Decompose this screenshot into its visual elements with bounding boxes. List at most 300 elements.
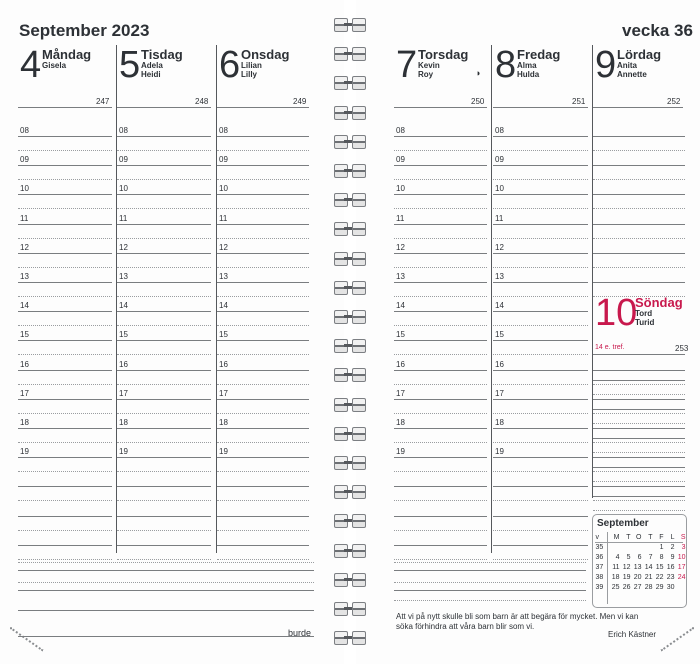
- hour-rule[interactable]: [18, 340, 112, 341]
- half-hour-rule[interactable]: [394, 325, 487, 326]
- hour-rule[interactable]: [217, 224, 309, 225]
- hour-rule[interactable]: [394, 399, 487, 400]
- half-hour-rule[interactable]: [117, 325, 211, 326]
- half-hour-rule[interactable]: [493, 413, 588, 414]
- saturday-dotted-rule[interactable]: [593, 238, 685, 239]
- spiral-ring: [334, 281, 366, 295]
- quote-line-1: Att vi på nytt skulle bli som barn är att begära för mycket. Men vi kan: [396, 612, 639, 621]
- mini-calendar-date[interactable]: [642, 542, 653, 552]
- mini-calendar-date[interactable]: 21: [644, 573, 653, 581]
- note-dotted-rule[interactable]: [394, 559, 487, 560]
- note-rule[interactable]: [493, 486, 588, 487]
- sunday-note-rule[interactable]: [593, 438, 685, 439]
- mini-calendar-date[interactable]: 19: [622, 573, 631, 581]
- mini-calendar-date[interactable]: 24: [677, 573, 686, 581]
- half-hour-rule[interactable]: [18, 296, 112, 297]
- day-number: 8: [495, 44, 517, 86]
- mini-calendar-week-row: [595, 552, 686, 562]
- quote-author: Erich Kästner: [608, 630, 657, 639]
- saturday-rule[interactable]: [593, 399, 685, 400]
- half-hour-rule[interactable]: [493, 354, 588, 355]
- note-rule[interactable]: [394, 545, 487, 546]
- half-hour-rule[interactable]: [217, 296, 309, 297]
- note-dotted-rule[interactable]: [117, 530, 211, 531]
- mini-calendar-date[interactable]: 27: [633, 583, 642, 591]
- mini-calendar-date[interactable]: 28: [644, 583, 653, 591]
- note-rule[interactable]: [217, 545, 309, 546]
- mini-calendar-date[interactable]: 10: [677, 553, 686, 561]
- saturday-rule[interactable]: [593, 486, 685, 487]
- hour-rule[interactable]: [18, 428, 112, 429]
- ring-right-loop: [352, 631, 366, 645]
- hour-rule[interactable]: [493, 370, 588, 371]
- half-hour-rule[interactable]: [117, 354, 211, 355]
- saturday-rule[interactable]: [593, 165, 685, 166]
- half-hour-rule[interactable]: [117, 384, 211, 385]
- note-dotted-rule[interactable]: [493, 559, 588, 560]
- saturday-rule[interactable]: [593, 253, 685, 254]
- hour-label: 13: [20, 272, 29, 281]
- note-dotted-rule[interactable]: [217, 500, 309, 501]
- mini-calendar-date[interactable]: 14: [644, 563, 653, 571]
- saturday-dotted-rule[interactable]: [593, 179, 685, 180]
- saturday-dotted-rule[interactable]: [593, 471, 685, 472]
- right-footer-rule[interactable]: [394, 590, 586, 591]
- mini-calendar-date[interactable]: 9: [670, 553, 675, 561]
- saturday-dotted-rule[interactable]: [593, 500, 685, 501]
- mini-calendar-weekday: S: [680, 533, 686, 541]
- half-hour-rule[interactable]: [18, 325, 112, 326]
- half-hour-rule[interactable]: [18, 208, 112, 209]
- hour-rule[interactable]: [217, 282, 309, 283]
- half-hour-rule[interactable]: [493, 442, 588, 443]
- half-hour-rule[interactable]: [493, 471, 588, 472]
- note-rule[interactable]: [117, 545, 211, 546]
- mini-calendar-date[interactable]: 12: [622, 563, 631, 571]
- sunday-note-rule[interactable]: [593, 467, 685, 468]
- half-hour-rule[interactable]: [493, 150, 588, 151]
- mini-calendar-week-number: 37: [595, 563, 604, 571]
- note-rule[interactable]: [493, 545, 588, 546]
- day-number: 4: [20, 44, 42, 86]
- saturday-dotted-rule[interactable]: [593, 384, 685, 385]
- half-hour-rule[interactable]: [117, 296, 211, 297]
- mini-calendar-date[interactable]: 11: [612, 563, 620, 571]
- ring-right-loop: [352, 427, 366, 441]
- half-hour-rule[interactable]: [117, 208, 211, 209]
- saturday-rule[interactable]: [593, 370, 685, 371]
- mini-calendar-date[interactable]: 30: [666, 583, 675, 591]
- spiral-ring: [334, 339, 366, 353]
- spiral-ring: [334, 485, 366, 499]
- note-rule[interactable]: [117, 516, 211, 517]
- mini-calendar-date[interactable]: [631, 542, 642, 552]
- half-hour-rule[interactable]: [493, 179, 588, 180]
- half-hour-rule[interactable]: [217, 179, 309, 180]
- hour-rule[interactable]: [117, 399, 211, 400]
- hour-rule[interactable]: [18, 165, 112, 166]
- hour-rule[interactable]: [493, 224, 588, 225]
- sunday-note-rule[interactable]: [593, 409, 685, 410]
- note-rule[interactable]: [117, 486, 211, 487]
- day-number: 9: [595, 44, 617, 86]
- half-hour-rule[interactable]: [394, 208, 487, 209]
- hour-label: 15: [495, 330, 504, 340]
- hour-label: 19: [396, 447, 405, 457]
- mini-calendar-date[interactable]: 29: [655, 583, 664, 591]
- hour-rule[interactable]: [217, 370, 309, 371]
- hour-rule[interactable]: [394, 136, 487, 137]
- half-hour-rule[interactable]: [217, 325, 309, 326]
- half-hour-rule[interactable]: [217, 413, 309, 414]
- note-dotted-rule[interactable]: [18, 559, 112, 560]
- half-hour-rule[interactable]: [217, 471, 309, 472]
- mini-calendar-date[interactable]: [620, 542, 631, 552]
- half-hour-rule[interactable]: [18, 354, 112, 355]
- hour-rule[interactable]: [493, 399, 588, 400]
- half-hour-rule[interactable]: [394, 354, 487, 355]
- half-hour-rule[interactable]: [117, 471, 211, 472]
- note-rule[interactable]: [217, 516, 309, 517]
- hour-rule[interactable]: [217, 457, 309, 458]
- hour-label: 11: [495, 213, 504, 223]
- mini-calendar-date[interactable]: 8: [659, 553, 664, 561]
- ring-right-loop: [352, 602, 366, 616]
- note-dotted-rule[interactable]: [217, 559, 309, 560]
- ring-right-loop: [352, 281, 366, 295]
- half-hour-rule[interactable]: [18, 238, 112, 239]
- mini-calendar-date[interactable]: 5: [626, 553, 631, 561]
- hour-rule[interactable]: [394, 165, 487, 166]
- saturday-rule[interactable]: [593, 136, 685, 137]
- mini-calendar-date[interactable]: 4: [615, 553, 620, 561]
- half-hour-rule[interactable]: [117, 442, 211, 443]
- hour-rule[interactable]: [18, 136, 112, 137]
- right-footer-dotted-rule[interactable]: [394, 600, 586, 601]
- hour-rule[interactable]: [394, 311, 487, 312]
- hour-rule[interactable]: [117, 224, 211, 225]
- hour-label: 12: [20, 242, 29, 252]
- half-hour-rule[interactable]: [117, 179, 211, 180]
- hour-label: 17: [119, 388, 128, 398]
- hour-rule[interactable]: [217, 253, 309, 254]
- mini-calendar-date[interactable]: [609, 542, 620, 552]
- sunday-day-of-year: 253: [675, 344, 689, 353]
- hour-rule[interactable]: [493, 311, 588, 312]
- day-number: 5: [119, 44, 141, 86]
- note-dotted-rule[interactable]: [117, 559, 211, 560]
- spiral-ring: [334, 106, 366, 120]
- hour-rule[interactable]: [394, 428, 487, 429]
- half-hour-rule[interactable]: [394, 267, 487, 268]
- nameday-2: Heidi: [141, 70, 161, 79]
- half-hour-rule[interactable]: [394, 150, 487, 151]
- day-header-rule: [18, 107, 112, 108]
- mini-calendar-date[interactable]: 25: [611, 583, 620, 591]
- hour-rule[interactable]: [18, 194, 112, 195]
- half-hour-rule[interactable]: [493, 238, 588, 239]
- mini-calendar-week-row: [595, 542, 686, 552]
- hour-rule[interactable]: [217, 399, 309, 400]
- hour-rule[interactable]: [117, 311, 211, 312]
- hour-rule[interactable]: [18, 370, 112, 371]
- note-rule[interactable]: [394, 486, 487, 487]
- mini-calendar-week-number: 36: [595, 553, 604, 561]
- hour-rule[interactable]: [117, 165, 211, 166]
- week-title: vecka 36: [622, 21, 693, 40]
- nameday-1: Adela: [141, 61, 163, 70]
- footer-rule[interactable]: [18, 590, 314, 591]
- hour-label: 08: [396, 126, 405, 135]
- note-dotted-rule[interactable]: [394, 500, 487, 501]
- half-hour-rule[interactable]: [18, 384, 112, 385]
- mini-calendar-date[interactable]: 18: [611, 573, 620, 581]
- half-hour-rule[interactable]: [493, 267, 588, 268]
- spiral-ring: [334, 573, 366, 587]
- note-dotted-rule[interactable]: [493, 530, 588, 531]
- hour-label: 11: [119, 213, 128, 223]
- column-divider: [116, 45, 117, 553]
- spiral-ring: [334, 47, 366, 61]
- hour-label: 08: [20, 126, 29, 135]
- hour-rule[interactable]: [117, 428, 211, 429]
- hour-rule[interactable]: [493, 457, 588, 458]
- hour-label: 12: [119, 242, 128, 252]
- note-rule[interactable]: [18, 486, 112, 487]
- half-hour-rule[interactable]: [493, 384, 588, 385]
- mini-calendar-date[interactable]: 23: [666, 573, 675, 581]
- note-dotted-rule[interactable]: [117, 500, 211, 501]
- half-hour-rule[interactable]: [18, 179, 112, 180]
- mini-calendar-weekday: F: [659, 533, 664, 541]
- hour-rule[interactable]: [18, 253, 112, 254]
- mini-calendar-date[interactable]: 20: [633, 573, 642, 581]
- footer-dotted-rule[interactable]: [18, 562, 314, 563]
- half-hour-rule[interactable]: [18, 442, 112, 443]
- hour-label: 09: [119, 155, 128, 165]
- spiral-ring: [334, 222, 366, 236]
- hour-label: 14: [396, 301, 405, 311]
- sunday-note-dotted-rule[interactable]: [593, 481, 685, 482]
- footer-rule[interactable]: [18, 570, 314, 571]
- note-rule[interactable]: [493, 516, 588, 517]
- half-hour-rule[interactable]: [18, 413, 112, 414]
- sunday-note-dotted-rule[interactable]: [593, 510, 685, 511]
- note-rule[interactable]: [394, 516, 487, 517]
- sunday-note-dotted-rule[interactable]: [593, 394, 685, 395]
- nameday-2: Roy: [418, 70, 434, 79]
- hour-rule[interactable]: [493, 428, 588, 429]
- hour-rule[interactable]: [217, 340, 309, 341]
- mini-calendar-week-number: 39: [595, 583, 604, 591]
- note-dotted-rule[interactable]: [18, 530, 112, 531]
- hour-rule[interactable]: [493, 340, 588, 341]
- day-name: Onsdag: [241, 47, 290, 62]
- hour-rule[interactable]: [493, 194, 588, 195]
- half-hour-rule[interactable]: [394, 442, 487, 443]
- day-name: Tisdag: [141, 47, 183, 62]
- spiral-ring: [334, 368, 366, 382]
- note-rule[interactable]: [18, 516, 112, 517]
- sunday-note-dotted-rule[interactable]: [593, 452, 685, 453]
- mini-calendar-week-row: [595, 582, 686, 592]
- note-dotted-rule[interactable]: [394, 530, 487, 531]
- hour-rule[interactable]: [117, 194, 211, 195]
- right-footer-dotted-rule[interactable]: [394, 562, 586, 563]
- saturday-rule[interactable]: [593, 457, 685, 458]
- hour-rule[interactable]: [493, 136, 588, 137]
- half-hour-rule[interactable]: [394, 384, 487, 385]
- right-footer-rule[interactable]: [394, 570, 586, 571]
- nameday-1: Anita: [617, 61, 637, 70]
- saturday-rule[interactable]: [593, 194, 685, 195]
- hour-rule[interactable]: [117, 340, 211, 341]
- sunday-note-rule[interactable]: [593, 496, 685, 497]
- hour-rule[interactable]: [117, 136, 211, 137]
- half-hour-rule[interactable]: [18, 267, 112, 268]
- half-hour-rule[interactable]: [217, 238, 309, 239]
- hour-rule[interactable]: [117, 370, 211, 371]
- half-hour-rule[interactable]: [117, 413, 211, 414]
- hour-rule[interactable]: [493, 165, 588, 166]
- half-hour-rule[interactable]: [493, 325, 588, 326]
- day-of-year: 250: [471, 97, 485, 106]
- ring-right-loop: [352, 222, 366, 236]
- hour-label: 11: [219, 213, 228, 223]
- hour-rule[interactable]: [217, 165, 309, 166]
- hour-label: 14: [20, 301, 29, 311]
- half-hour-rule[interactable]: [493, 296, 588, 297]
- sunday-rule: [593, 354, 685, 355]
- hour-label: 16: [396, 359, 405, 369]
- hour-rule[interactable]: [394, 370, 487, 371]
- day-name: Torsdag: [418, 47, 469, 62]
- half-hour-rule[interactable]: [217, 384, 309, 385]
- ring-right-loop: [352, 252, 366, 266]
- half-hour-rule[interactable]: [18, 471, 112, 472]
- saturday-dotted-rule[interactable]: [593, 413, 685, 414]
- half-hour-rule[interactable]: [394, 413, 487, 414]
- sunday-nameday-2: Turid: [635, 318, 655, 327]
- saturday-dotted-rule[interactable]: [593, 208, 685, 209]
- hour-rule[interactable]: [493, 282, 588, 283]
- mini-calendar-date[interactable]: 1: [659, 543, 664, 551]
- half-hour-rule[interactable]: [493, 208, 588, 209]
- mini-calendar-date[interactable]: 2: [670, 543, 675, 551]
- saturday-rule[interactable]: [593, 282, 685, 283]
- half-hour-rule[interactable]: [394, 296, 487, 297]
- saturday-dotted-rule[interactable]: [593, 442, 685, 443]
- hour-label: 18: [396, 418, 405, 427]
- saturday-rule[interactable]: [593, 428, 685, 429]
- half-hour-rule[interactable]: [217, 442, 309, 443]
- mini-calendar-date[interactable]: 7: [648, 553, 653, 561]
- saturday-rule[interactable]: [593, 224, 685, 225]
- note-dotted-rule[interactable]: [493, 500, 588, 501]
- hour-rule[interactable]: [394, 194, 487, 195]
- hour-rule[interactable]: [18, 457, 112, 458]
- half-hour-rule[interactable]: [217, 354, 309, 355]
- spiral-ring: [334, 310, 366, 324]
- hour-rule[interactable]: [217, 311, 309, 312]
- ring-right-loop: [352, 76, 366, 90]
- hour-rule[interactable]: [18, 224, 112, 225]
- half-hour-rule[interactable]: [18, 150, 112, 151]
- footer-rule[interactable]: [18, 610, 314, 611]
- hour-rule[interactable]: [217, 428, 309, 429]
- half-hour-rule[interactable]: [394, 238, 487, 239]
- saturday-dotted-rule[interactable]: [593, 150, 685, 151]
- spiral-ring: [334, 398, 366, 412]
- spiral-ring: [334, 252, 366, 266]
- day-header-rule: [493, 107, 588, 108]
- hour-label: 19: [495, 447, 504, 457]
- mini-calendar-date[interactable]: 6: [637, 553, 642, 561]
- hour-label: 09: [20, 155, 29, 165]
- hour-rule[interactable]: [117, 282, 211, 283]
- half-hour-rule[interactable]: [117, 238, 211, 239]
- hour-rule[interactable]: [18, 282, 112, 283]
- note-dotted-rule[interactable]: [217, 530, 309, 531]
- mini-calendar-date[interactable]: 15: [655, 563, 664, 571]
- right-footer-dotted-rule[interactable]: [394, 582, 586, 583]
- mini-calendar-date[interactable]: 16: [666, 563, 675, 571]
- hour-rule[interactable]: [117, 253, 211, 254]
- mini-calendar-date[interactable]: 17: [677, 563, 686, 571]
- note-dotted-rule[interactable]: [18, 500, 112, 501]
- day-number: 6: [219, 44, 241, 86]
- mini-calendar-date[interactable]: 3: [681, 543, 686, 551]
- hour-rule[interactable]: [217, 194, 309, 195]
- mini-calendar-date[interactable]: 22: [655, 573, 664, 581]
- hour-rule[interactable]: [18, 311, 112, 312]
- hour-rule[interactable]: [18, 399, 112, 400]
- mini-calendar-date[interactable]: [675, 582, 686, 592]
- hour-rule[interactable]: [217, 136, 309, 137]
- ring-right-loop: [352, 544, 366, 558]
- hour-rule[interactable]: [394, 457, 487, 458]
- brand-logo: burde: [288, 628, 312, 638]
- hour-rule[interactable]: [394, 340, 487, 341]
- day-name: Måndag: [42, 47, 92, 62]
- half-hour-rule[interactable]: [217, 150, 309, 151]
- footer-dotted-rule[interactable]: [18, 582, 314, 583]
- hour-rule[interactable]: [117, 457, 211, 458]
- note-rule[interactable]: [217, 486, 309, 487]
- half-hour-rule[interactable]: [117, 150, 211, 151]
- mini-calendar-date[interactable]: 13: [633, 563, 642, 571]
- half-hour-rule[interactable]: [217, 267, 309, 268]
- mini-calendar-date[interactable]: 26: [622, 583, 631, 591]
- hour-label: 14: [119, 301, 128, 311]
- saturday-dotted-rule[interactable]: [593, 267, 685, 268]
- hour-label: 12: [219, 242, 228, 252]
- hour-rule[interactable]: [493, 253, 588, 254]
- half-hour-rule[interactable]: [117, 267, 211, 268]
- hour-rule[interactable]: [394, 282, 487, 283]
- hour-rule[interactable]: [394, 224, 487, 225]
- half-hour-rule[interactable]: [217, 208, 309, 209]
- hour-rule[interactable]: [394, 253, 487, 254]
- half-hour-rule[interactable]: [394, 471, 487, 472]
- ring-right-loop: [352, 106, 366, 120]
- sunday-note-dotted-rule[interactable]: [593, 423, 685, 424]
- day-of-year: 252: [667, 97, 681, 106]
- half-hour-rule[interactable]: [394, 179, 487, 180]
- note-rule[interactable]: [18, 545, 112, 546]
- column-divider: [491, 45, 492, 553]
- sunday-note-rule[interactable]: [593, 380, 685, 381]
